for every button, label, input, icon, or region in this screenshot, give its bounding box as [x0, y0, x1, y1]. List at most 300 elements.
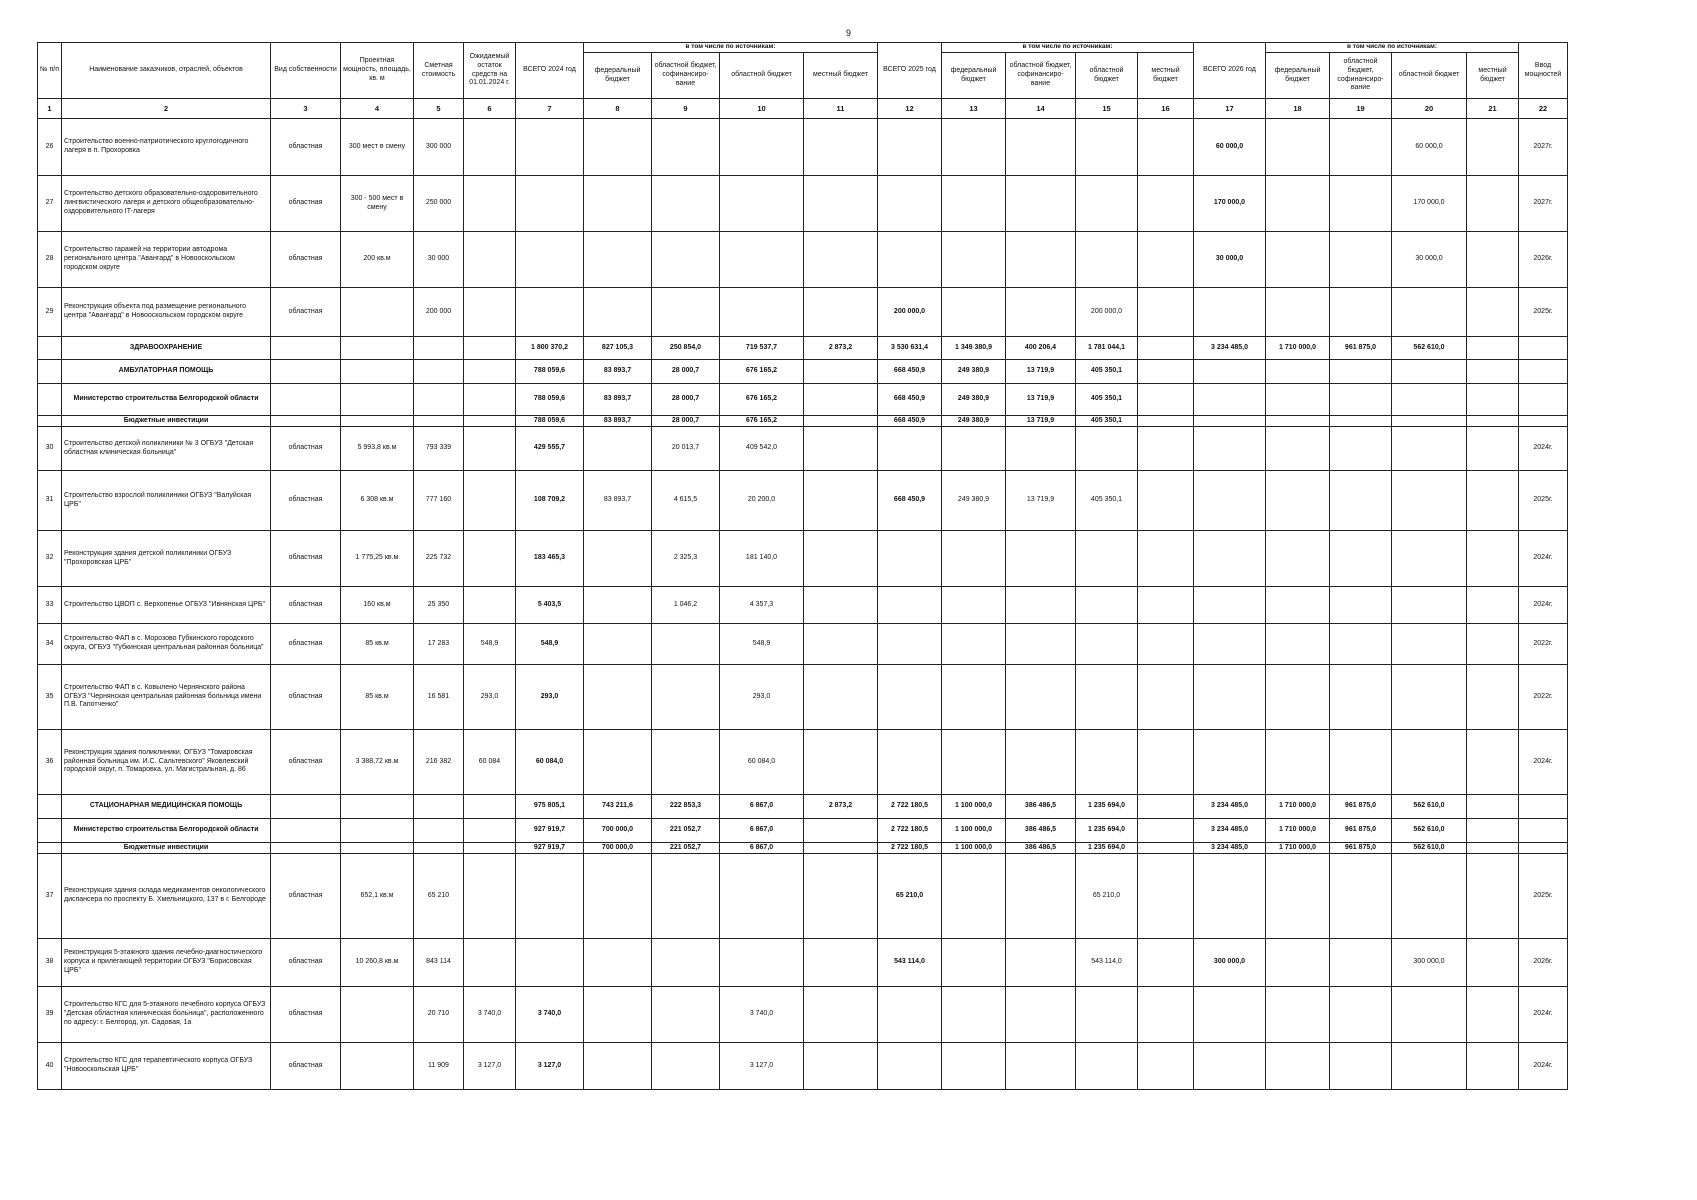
regional-2024-cell: 4 357,3	[720, 587, 804, 624]
total-2026-cell	[1194, 587, 1266, 624]
regional-2026-cell	[1392, 531, 1467, 587]
federal-2024-cell	[584, 587, 652, 624]
local-2026-cell	[1467, 730, 1519, 795]
commissioning-year-cell: 2024г.	[1519, 427, 1568, 471]
regional-2025-cell	[1076, 987, 1138, 1043]
capacity-cell	[341, 987, 414, 1043]
header-estimate: Сметная стоимость	[414, 43, 464, 99]
total-2026-cell: 30 000,0	[1194, 232, 1266, 288]
commissioning-year-cell	[1519, 795, 1568, 819]
cofin-2024-cell	[652, 1043, 720, 1090]
total-2026-cell: 3 234 485,0	[1194, 337, 1266, 360]
cofin-2025-cell	[1006, 939, 1076, 987]
cofin-2025-cell	[1006, 587, 1076, 624]
column-number: 16	[1138, 99, 1194, 119]
object-name-cell: ЗДРАВООХРАНЕНИЕ	[62, 337, 271, 360]
commissioning-year-cell: 2024г.	[1519, 1043, 1568, 1090]
regional-2025-cell	[1076, 730, 1138, 795]
ownership-cell: областная	[271, 232, 341, 288]
federal-2024-cell: 83 893,7	[584, 360, 652, 384]
ownership-cell	[271, 384, 341, 416]
row-number-cell	[38, 843, 62, 854]
expected-remainder-cell	[464, 416, 516, 427]
expected-remainder-cell	[464, 427, 516, 471]
ownership-cell: областная	[271, 1043, 341, 1090]
cofin-2024-cell: 221 052,7	[652, 819, 720, 843]
federal-2026-cell	[1266, 1043, 1330, 1090]
cofin-2026-cell	[1330, 665, 1392, 730]
federal-2024-cell	[584, 987, 652, 1043]
estimate-cost-cell: 65 210	[414, 854, 464, 939]
regional-2024-cell: 6 867,0	[720, 843, 804, 854]
federal-2024-cell	[584, 119, 652, 176]
regional-2026-cell	[1392, 730, 1467, 795]
commissioning-year-cell: 2025г.	[1519, 288, 1568, 337]
commissioning-year-cell	[1519, 384, 1568, 416]
regional-2025-cell: 200 000,0	[1076, 288, 1138, 337]
capacity-cell	[341, 819, 414, 843]
cofin-2026-cell: 961 875,0	[1330, 795, 1392, 819]
regional-2026-cell	[1392, 665, 1467, 730]
cofin-2026-cell	[1330, 232, 1392, 288]
object-name-cell: Строительство гаражей на территории автодрома регионального центра "Авангард" в Новооскольском городском округе	[62, 232, 271, 288]
column-number: 19	[1330, 99, 1392, 119]
column-number: 4	[341, 99, 414, 119]
column-number: 17	[1194, 99, 1266, 119]
capacity-cell: 6 308 кв.м	[341, 471, 414, 531]
cofin-2025-cell: 400 206,4	[1006, 337, 1076, 360]
local-2026-cell	[1467, 427, 1519, 471]
header-commissioning: Ввод мощностей	[1519, 43, 1568, 99]
total-2026-cell: 3 234 485,0	[1194, 843, 1266, 854]
federal-2024-cell	[584, 624, 652, 665]
expected-remainder-cell: 3 127,0	[464, 1043, 516, 1090]
table-row	[38, 987, 1568, 1043]
local-2025-cell	[1138, 1043, 1194, 1090]
cofin-2025-cell	[1006, 176, 1076, 232]
federal-2025-cell	[942, 427, 1006, 471]
row-number-cell: 30	[38, 427, 62, 471]
cofin-2024-cell: 250 854,0	[652, 337, 720, 360]
local-2024-cell	[804, 384, 878, 416]
local-2024-cell	[804, 119, 878, 176]
federal-2026-cell	[1266, 854, 1330, 939]
local-2025-cell	[1138, 843, 1194, 854]
header-federal-2025: федеральный бюджет	[942, 53, 1006, 99]
cofin-2025-cell: 386 486,5	[1006, 843, 1076, 854]
cofin-2024-cell	[652, 987, 720, 1043]
regional-2025-cell	[1076, 531, 1138, 587]
local-2025-cell	[1138, 384, 1194, 416]
federal-2024-cell	[584, 288, 652, 337]
commissioning-year-cell: 2027г.	[1519, 119, 1568, 176]
cofin-2025-cell	[1006, 854, 1076, 939]
total-2024-cell: 3 740,0	[516, 987, 584, 1043]
local-2024-cell	[804, 176, 878, 232]
cofin-2025-cell	[1006, 119, 1076, 176]
local-2025-cell	[1138, 288, 1194, 337]
local-2026-cell	[1467, 119, 1519, 176]
row-number-cell: 36	[38, 730, 62, 795]
expected-remainder-cell: 3 740,0	[464, 987, 516, 1043]
capacity-cell: 200 кв.м	[341, 232, 414, 288]
header-federal-2024: федеральный бюджет	[584, 53, 652, 99]
regional-2025-cell: 405 350,1	[1076, 416, 1138, 427]
row-number-cell	[38, 416, 62, 427]
object-name-cell: Бюджетные инвестиции	[62, 843, 271, 854]
federal-2026-cell	[1266, 587, 1330, 624]
expected-remainder-cell	[464, 795, 516, 819]
expected-remainder-cell	[464, 843, 516, 854]
table-row	[38, 624, 1568, 665]
regional-2024-cell: 676 165,2	[720, 416, 804, 427]
column-number: 8	[584, 99, 652, 119]
capacity-cell: 85 кв.м	[341, 624, 414, 665]
federal-2026-cell	[1266, 624, 1330, 665]
table-row	[38, 854, 1568, 939]
federal-2026-cell	[1266, 939, 1330, 987]
column-number: 22	[1519, 99, 1568, 119]
regional-2025-cell: 65 210,0	[1076, 854, 1138, 939]
regional-2024-cell: 409 542,0	[720, 427, 804, 471]
regional-2025-cell	[1076, 232, 1138, 288]
column-number: 7	[516, 99, 584, 119]
total-2025-cell: 2 722 180,5	[878, 795, 942, 819]
object-name-cell: Реконструкция здания поликлиники, ОГБУЗ "Томаровская районная больница им. И.С. Сальтевского" Яковлевский городской округ, п. Томаровка, ул. Магистральная, д. 86	[62, 730, 271, 795]
estimate-cost-cell	[414, 843, 464, 854]
column-number: 1	[38, 99, 62, 119]
total-2024-cell: 927 919,7	[516, 819, 584, 843]
cofin-2025-cell	[1006, 665, 1076, 730]
expected-remainder-cell	[464, 232, 516, 288]
expected-remainder-cell	[464, 939, 516, 987]
commissioning-year-cell: 2022г.	[1519, 665, 1568, 730]
total-2024-cell: 927 919,7	[516, 843, 584, 854]
local-2024-cell	[804, 416, 878, 427]
local-2026-cell	[1467, 624, 1519, 665]
regional-2026-cell: 30 000,0	[1392, 232, 1467, 288]
total-2025-cell	[878, 1043, 942, 1090]
budget-table	[37, 42, 1568, 1090]
object-name-cell: Реконструкция объекта под размещение регионального центра "Авангард" в Новооскольском городском округе	[62, 288, 271, 337]
total-2025-cell: 668 450,9	[878, 471, 942, 531]
table-row	[38, 471, 1568, 531]
table-row	[38, 232, 1568, 288]
row-number-cell	[38, 360, 62, 384]
regional-2026-cell: 562 610,0	[1392, 795, 1467, 819]
total-2026-cell	[1194, 288, 1266, 337]
local-2025-cell	[1138, 360, 1194, 384]
row-number-cell: 29	[38, 288, 62, 337]
federal-2025-cell: 249 380,9	[942, 384, 1006, 416]
capacity-cell	[341, 795, 414, 819]
regional-2024-cell: 719 537,7	[720, 337, 804, 360]
cofin-2025-cell	[1006, 232, 1076, 288]
commissioning-year-cell: 2024г.	[1519, 730, 1568, 795]
cofin-2026-cell: 961 875,0	[1330, 819, 1392, 843]
federal-2024-cell	[584, 854, 652, 939]
cofin-2025-cell	[1006, 1043, 1076, 1090]
federal-2026-cell	[1266, 730, 1330, 795]
total-2025-cell	[878, 232, 942, 288]
header-regional-2025: областной бюджет	[1076, 53, 1138, 99]
regional-2024-cell: 6 867,0	[720, 819, 804, 843]
total-2024-cell	[516, 288, 584, 337]
header-row-top	[38, 43, 1568, 53]
federal-2024-cell	[584, 1043, 652, 1090]
local-2024-cell: 2 873,2	[804, 795, 878, 819]
total-2026-cell: 60 000,0	[1194, 119, 1266, 176]
regional-2025-cell	[1076, 176, 1138, 232]
regional-2026-cell	[1392, 624, 1467, 665]
expected-remainder-cell	[464, 819, 516, 843]
cofin-2024-cell: 4 615,5	[652, 471, 720, 531]
header-regional-2024: областной бюджет	[720, 53, 804, 99]
estimate-cost-cell: 25 350	[414, 587, 464, 624]
column-number: 6	[464, 99, 516, 119]
column-number: 9	[652, 99, 720, 119]
regional-2024-cell	[720, 288, 804, 337]
regional-2025-cell	[1076, 1043, 1138, 1090]
cofin-2026-cell	[1330, 360, 1392, 384]
federal-2026-cell	[1266, 416, 1330, 427]
capacity-cell	[341, 288, 414, 337]
local-2025-cell	[1138, 854, 1194, 939]
federal-2026-cell	[1266, 232, 1330, 288]
expected-remainder-cell	[464, 119, 516, 176]
capacity-cell: 85 кв.м	[341, 665, 414, 730]
cofin-2024-cell: 222 853,3	[652, 795, 720, 819]
commissioning-year-cell: 2025г.	[1519, 854, 1568, 939]
total-2025-cell: 2 722 180,5	[878, 819, 942, 843]
estimate-cost-cell: 30 000	[414, 232, 464, 288]
ownership-cell: областная	[271, 288, 341, 337]
total-2025-cell	[878, 587, 942, 624]
column-number: 21	[1467, 99, 1519, 119]
cofin-2026-cell	[1330, 416, 1392, 427]
total-2026-cell	[1194, 730, 1266, 795]
header-total-2024: ВСЕГО 2024 год	[516, 43, 584, 99]
header-cofin-2025: областной бюджет, софинансиро-вание	[1006, 53, 1076, 99]
expected-remainder-cell	[464, 384, 516, 416]
cofin-2024-cell: 28 000,7	[652, 360, 720, 384]
column-number: 15	[1076, 99, 1138, 119]
total-2026-cell: 3 234 485,0	[1194, 795, 1266, 819]
header-federal-2026: федеральный бюджет	[1266, 53, 1330, 99]
federal-2026-cell: 1 710 000,0	[1266, 819, 1330, 843]
total-2024-cell	[516, 854, 584, 939]
cofin-2025-cell: 13 719,9	[1006, 471, 1076, 531]
total-2024-cell: 788 059,6	[516, 416, 584, 427]
local-2024-cell: 2 873,2	[804, 337, 878, 360]
regional-2026-cell	[1392, 1043, 1467, 1090]
table-row	[38, 665, 1568, 730]
expected-remainder-cell	[464, 288, 516, 337]
total-2024-cell: 108 709,2	[516, 471, 584, 531]
local-2026-cell	[1467, 232, 1519, 288]
commissioning-year-cell: 2025г.	[1519, 471, 1568, 531]
regional-2025-cell: 405 350,1	[1076, 360, 1138, 384]
cofin-2024-cell: 20 013,7	[652, 427, 720, 471]
federal-2024-cell: 700 000,0	[584, 819, 652, 843]
regional-2024-cell: 548,9	[720, 624, 804, 665]
federal-2025-cell	[942, 987, 1006, 1043]
table-row	[38, 939, 1568, 987]
cofin-2026-cell	[1330, 730, 1392, 795]
ownership-cell	[271, 337, 341, 360]
local-2026-cell	[1467, 587, 1519, 624]
federal-2025-cell	[942, 288, 1006, 337]
cofin-2025-cell	[1006, 730, 1076, 795]
table-row	[38, 427, 1568, 471]
cofin-2024-cell	[652, 939, 720, 987]
local-2026-cell	[1467, 854, 1519, 939]
capacity-cell: 3 388,72 кв.м	[341, 730, 414, 795]
ownership-cell	[271, 843, 341, 854]
local-2026-cell	[1467, 843, 1519, 854]
object-name-cell: Реконструкция 5-этажного здания лечебно-диагностического корпуса и прилегающей территории ОГБУЗ "Борисовская ЦРБ"	[62, 939, 271, 987]
local-2026-cell	[1467, 176, 1519, 232]
total-2025-cell: 668 450,9	[878, 384, 942, 416]
expected-remainder-cell	[464, 176, 516, 232]
total-2025-cell: 2 722 180,5	[878, 843, 942, 854]
estimate-cost-cell: 16 581	[414, 665, 464, 730]
cofin-2026-cell	[1330, 987, 1392, 1043]
header-num: № п/п	[38, 43, 62, 99]
regional-2025-cell: 405 350,1	[1076, 471, 1138, 531]
federal-2026-cell	[1266, 360, 1330, 384]
regional-2025-cell	[1076, 665, 1138, 730]
federal-2025-cell: 1 349 380,9	[942, 337, 1006, 360]
regional-2026-cell	[1392, 384, 1467, 416]
commissioning-year-cell: 2024г.	[1519, 531, 1568, 587]
object-name-cell: Строительство ФАП в с. Ковылено Чернянского района ОГБУЗ "Чернянская центральная районная больница имени П.В. Гапотченко"	[62, 665, 271, 730]
cofin-2026-cell	[1330, 624, 1392, 665]
capacity-cell: 300 - 500 мест в смену	[341, 176, 414, 232]
federal-2024-cell: 83 893,7	[584, 471, 652, 531]
estimate-cost-cell: 200 000	[414, 288, 464, 337]
table-row	[38, 1043, 1568, 1090]
local-2025-cell	[1138, 416, 1194, 427]
federal-2026-cell: 1 710 000,0	[1266, 795, 1330, 819]
local-2025-cell	[1138, 337, 1194, 360]
row-number-cell: 39	[38, 987, 62, 1043]
total-2024-cell: 548,9	[516, 624, 584, 665]
ownership-cell: областная	[271, 987, 341, 1043]
commissioning-year-cell	[1519, 337, 1568, 360]
total-2025-cell	[878, 119, 942, 176]
commissioning-year-cell: 2024г.	[1519, 987, 1568, 1043]
local-2024-cell	[804, 819, 878, 843]
row-number-cell: 37	[38, 854, 62, 939]
total-2026-cell	[1194, 987, 1266, 1043]
row-number-cell: 35	[38, 665, 62, 730]
row-number-cell: 28	[38, 232, 62, 288]
header-name: Наименование заказчиков, отраслей, объектов	[62, 43, 271, 99]
cofin-2024-cell: 28 000,7	[652, 416, 720, 427]
federal-2025-cell: 1 100 000,0	[942, 843, 1006, 854]
federal-2025-cell	[942, 232, 1006, 288]
local-2025-cell	[1138, 471, 1194, 531]
regional-2025-cell	[1076, 624, 1138, 665]
total-2025-cell	[878, 624, 942, 665]
row-number-cell: 38	[38, 939, 62, 987]
federal-2026-cell: 1 710 000,0	[1266, 337, 1330, 360]
cofin-2024-cell	[652, 665, 720, 730]
regional-2026-cell	[1392, 854, 1467, 939]
ownership-cell: областная	[271, 531, 341, 587]
expected-remainder-cell	[464, 471, 516, 531]
cofin-2024-cell: 28 000,7	[652, 384, 720, 416]
column-number: 11	[804, 99, 878, 119]
cofin-2026-cell	[1330, 119, 1392, 176]
column-number: 14	[1006, 99, 1076, 119]
regional-2026-cell: 170 000,0	[1392, 176, 1467, 232]
section-row	[38, 843, 1568, 854]
expected-remainder-cell: 293,0	[464, 665, 516, 730]
regional-2025-cell	[1076, 587, 1138, 624]
column-number: 13	[942, 99, 1006, 119]
total-2026-cell	[1194, 427, 1266, 471]
federal-2026-cell	[1266, 471, 1330, 531]
local-2024-cell	[804, 624, 878, 665]
commissioning-year-cell: 2026г.	[1519, 939, 1568, 987]
local-2024-cell	[804, 730, 878, 795]
header-sources-2024: в том числе по источникам:	[584, 43, 878, 53]
object-name-cell: Строительство КГС для терапевтического корпуса ОГБУЗ "Новооскольская ЦРБ"	[62, 1043, 271, 1090]
total-2024-cell: 293,0	[516, 665, 584, 730]
cofin-2024-cell	[652, 119, 720, 176]
total-2026-cell: 3 234 485,0	[1194, 819, 1266, 843]
regional-2026-cell	[1392, 471, 1467, 531]
cofin-2026-cell	[1330, 854, 1392, 939]
cofin-2025-cell: 13 719,9	[1006, 416, 1076, 427]
ownership-cell	[271, 795, 341, 819]
table-row	[38, 587, 1568, 624]
local-2024-cell	[804, 854, 878, 939]
regional-2026-cell	[1392, 360, 1467, 384]
ownership-cell: областная	[271, 427, 341, 471]
estimate-cost-cell: 250 000	[414, 176, 464, 232]
row-number-cell: 27	[38, 176, 62, 232]
local-2025-cell	[1138, 531, 1194, 587]
local-2026-cell	[1467, 471, 1519, 531]
ownership-cell: областная	[271, 624, 341, 665]
regional-2026-cell: 60 000,0	[1392, 119, 1467, 176]
page-number: 9	[845, 28, 851, 38]
cofin-2026-cell	[1330, 531, 1392, 587]
commissioning-year-cell	[1519, 360, 1568, 384]
object-name-cell: Строительство КГС для 5-этажного лечебного корпуса ОГБУЗ "Детская областная клиническая больница", расположенного по адресу: г. Белгород, ул. Садовая, 1а	[62, 987, 271, 1043]
commissioning-year-cell	[1519, 819, 1568, 843]
local-2024-cell	[804, 1043, 878, 1090]
estimate-cost-cell: 20 710	[414, 987, 464, 1043]
capacity-cell: 1 775,25 кв.м	[341, 531, 414, 587]
column-number: 3	[271, 99, 341, 119]
column-number: 5	[414, 99, 464, 119]
ownership-cell: областная	[271, 119, 341, 176]
header-sources-2025: в том числе по источникам:	[942, 43, 1194, 53]
object-name-cell: Строительство детской поликлиники № 3 ОГБУЗ "Детская областная клиническая больница"	[62, 427, 271, 471]
regional-2024-cell: 6 867,0	[720, 795, 804, 819]
local-2025-cell	[1138, 795, 1194, 819]
regional-2025-cell: 405 350,1	[1076, 384, 1138, 416]
total-2026-cell	[1194, 384, 1266, 416]
ownership-cell: областная	[271, 854, 341, 939]
federal-2025-cell	[942, 176, 1006, 232]
expected-remainder-cell: 60 084	[464, 730, 516, 795]
estimate-cost-cell: 17 283	[414, 624, 464, 665]
